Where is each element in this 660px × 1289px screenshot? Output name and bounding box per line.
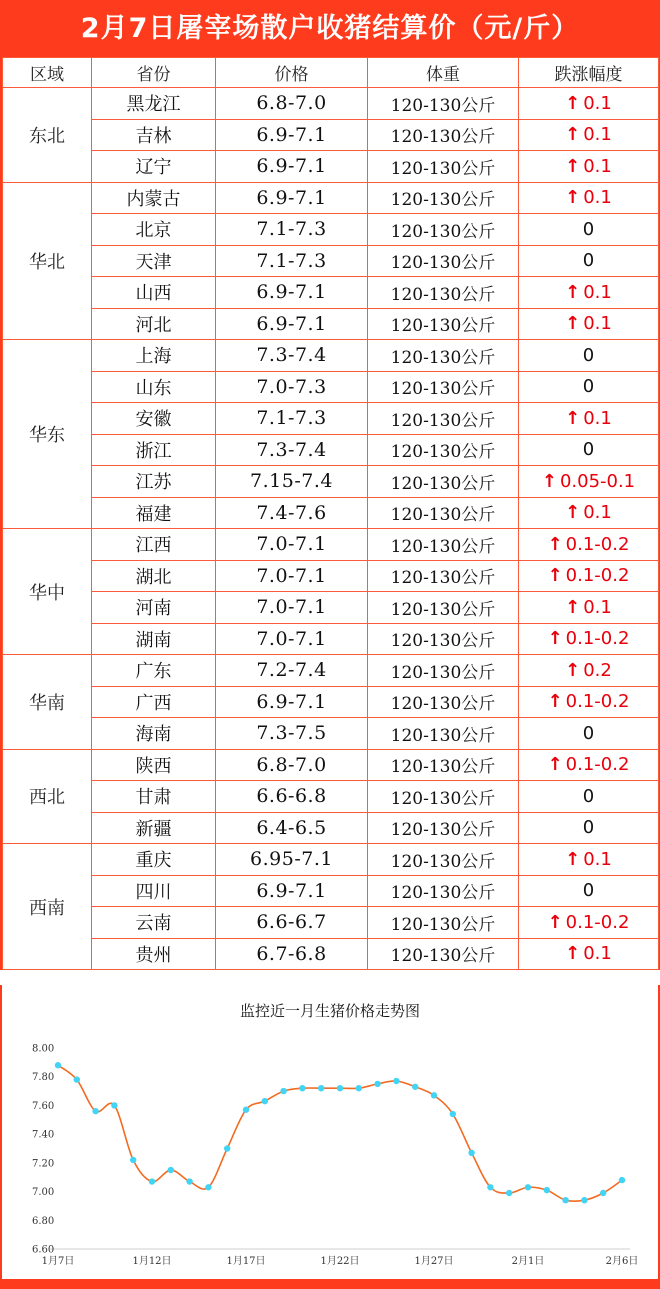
data-point	[224, 1145, 230, 1151]
table-row	[3, 592, 659, 624]
weight-cell: 120-130公斤	[368, 434, 519, 466]
weight-cell: 120-130公斤	[368, 655, 519, 687]
price-cell: 7.15-7.4	[216, 466, 368, 498]
province-cell: 江苏	[92, 466, 216, 498]
change-cell	[519, 781, 659, 813]
header-weight: 体重	[368, 58, 519, 88]
y-tick-label: 8.00	[32, 1043, 55, 1055]
data-point	[393, 1078, 399, 1084]
province-cell: 湖北	[92, 560, 216, 592]
price-cell: 6.9-7.1	[216, 308, 368, 340]
province-cell: 云南	[92, 907, 216, 939]
y-tick-label: 7.00	[32, 1187, 55, 1199]
weight-cell: 120-130公斤	[368, 371, 519, 403]
header-region: 区域	[3, 58, 92, 88]
price-cell: 7.0-7.1	[216, 560, 368, 592]
change-value: 0.1	[583, 943, 612, 965]
change-cell	[519, 277, 659, 309]
change-value: 0.1	[583, 407, 612, 429]
y-tick-label: 6.60	[32, 1244, 55, 1256]
table-row	[3, 434, 659, 466]
up-arrow-icon: ↑	[565, 659, 581, 681]
data-point	[280, 1088, 286, 1094]
up-arrow-icon: ↑	[565, 281, 581, 303]
change-cell	[519, 560, 659, 592]
data-point	[468, 1150, 474, 1156]
province-cell: 山东	[92, 371, 216, 403]
table-body	[3, 88, 659, 970]
table-row	[3, 371, 659, 403]
weight-cell: 120-130公斤	[368, 749, 519, 781]
data-point	[92, 1108, 98, 1114]
change-value: 0.1	[583, 848, 612, 870]
province-cell: 广东	[92, 655, 216, 687]
weight-cell: 120-130公斤	[368, 907, 519, 939]
change-cell	[519, 718, 659, 750]
table-row	[3, 403, 659, 435]
data-point	[600, 1190, 606, 1196]
price-cell: 6.4-6.5	[216, 812, 368, 844]
price-cell: 6.8-7.0	[216, 88, 368, 120]
x-tick-label: 1月7日	[41, 1256, 75, 1267]
weight-cell: 120-130公斤	[368, 623, 519, 655]
up-arrow-icon: ↑	[547, 628, 563, 650]
province-cell: 北京	[92, 214, 216, 246]
change-cell	[519, 844, 659, 876]
data-point	[318, 1085, 324, 1091]
price-cell: 6.9-7.1	[216, 277, 368, 309]
table-row	[3, 560, 659, 592]
province-cell: 甘肃	[92, 781, 216, 813]
header-change: 跌涨幅度	[519, 58, 659, 88]
table-row	[3, 938, 659, 970]
change-cell	[519, 749, 659, 781]
change-value: 0.1	[583, 313, 612, 335]
data-point	[581, 1197, 587, 1203]
data-point	[130, 1157, 136, 1163]
weight-cell: 120-130公斤	[368, 466, 519, 498]
weight-cell: 120-130公斤	[368, 214, 519, 246]
price-cell: 7.4-7.6	[216, 497, 368, 529]
table-row	[3, 119, 659, 151]
change-value: 0	[582, 722, 595, 744]
region-cell: 西南	[3, 844, 92, 970]
change-value: 0.1-0.2	[565, 754, 630, 776]
data-point	[186, 1178, 192, 1184]
data-point	[168, 1167, 174, 1173]
change-cell	[519, 592, 659, 624]
province-cell: 吉林	[92, 119, 216, 151]
change-value: 0	[582, 344, 595, 366]
change-cell	[519, 403, 659, 435]
province-cell: 山西	[92, 277, 216, 309]
change-value: 0.1	[583, 92, 612, 114]
change-value: 0	[582, 880, 595, 902]
up-arrow-icon: ↑	[565, 155, 581, 177]
data-point	[205, 1184, 211, 1190]
weight-cell: 120-130公斤	[368, 529, 519, 561]
weight-cell: 120-130公斤	[368, 844, 519, 876]
price-cell: 6.9-7.1	[216, 151, 368, 183]
price-cell: 7.3-7.4	[216, 340, 368, 372]
province-cell: 内蒙古	[92, 182, 216, 214]
up-arrow-icon: ↑	[547, 533, 563, 555]
change-cell	[519, 686, 659, 718]
data-point	[619, 1177, 625, 1183]
province-cell: 四川	[92, 875, 216, 907]
weight-cell: 120-130公斤	[368, 718, 519, 750]
change-cell	[519, 119, 659, 151]
price-trend-chart	[0, 1030, 660, 1275]
data-point	[562, 1197, 568, 1203]
table-row	[3, 497, 659, 529]
y-tick-label: 7.80	[32, 1072, 55, 1084]
change-value: 0	[582, 250, 595, 272]
x-tick-label: 2月1日	[511, 1256, 545, 1267]
data-point	[337, 1085, 343, 1091]
province-cell: 广西	[92, 686, 216, 718]
weight-cell: 120-130公斤	[368, 403, 519, 435]
province-cell: 陕西	[92, 749, 216, 781]
data-point	[299, 1085, 305, 1091]
province-cell: 上海	[92, 340, 216, 372]
table-row	[3, 749, 659, 781]
province-cell: 河北	[92, 308, 216, 340]
change-value: 0	[582, 218, 595, 240]
region-cell: 华东	[3, 340, 92, 529]
change-cell	[519, 875, 659, 907]
data-point	[74, 1076, 80, 1082]
price-cell: 7.3-7.4	[216, 434, 368, 466]
province-cell: 江西	[92, 529, 216, 561]
table-row	[3, 875, 659, 907]
change-cell	[519, 497, 659, 529]
province-cell: 河南	[92, 592, 216, 624]
table-row	[3, 277, 659, 309]
table-row	[3, 88, 659, 120]
data-point	[544, 1187, 550, 1193]
chart-title: 监控近一月生猪价格走势图	[239, 1002, 420, 1020]
price-table-container	[0, 57, 660, 970]
change-cell	[519, 529, 659, 561]
table-row	[3, 686, 659, 718]
header-province: 省份	[92, 58, 216, 88]
up-arrow-icon: ↑	[547, 565, 563, 587]
change-cell	[519, 88, 659, 120]
change-cell	[519, 371, 659, 403]
weight-cell: 120-130公斤	[368, 277, 519, 309]
change-value: 0	[582, 817, 595, 839]
change-value: 0.1	[583, 502, 612, 524]
change-cell	[519, 245, 659, 277]
data-point	[450, 1111, 456, 1117]
price-cell: 6.6-6.8	[216, 781, 368, 813]
change-value: 0.1-0.2	[565, 533, 630, 555]
price-cell: 6.9-7.1	[216, 119, 368, 151]
table-row	[3, 308, 659, 340]
price-cell: 7.0-7.3	[216, 371, 368, 403]
data-point	[149, 1178, 155, 1184]
change-value: 0.1-0.2	[565, 565, 630, 587]
region-cell: 华北	[3, 182, 92, 340]
price-cell: 7.2-7.4	[216, 655, 368, 687]
table-row	[3, 844, 659, 876]
change-cell	[519, 308, 659, 340]
change-value: 0.1-0.2	[565, 628, 630, 650]
change-cell	[519, 623, 659, 655]
weight-cell: 120-130公斤	[368, 497, 519, 529]
table-row	[3, 718, 659, 750]
weight-cell: 120-130公斤	[368, 119, 519, 151]
data-point	[412, 1084, 418, 1090]
weight-cell: 120-130公斤	[368, 592, 519, 624]
weight-cell: 120-130公斤	[368, 151, 519, 183]
data-point	[262, 1098, 268, 1104]
up-arrow-icon: ↑	[547, 754, 563, 776]
up-arrow-icon: ↑	[541, 470, 557, 492]
price-cell: 6.7-6.8	[216, 938, 368, 970]
price-cell: 7.0-7.1	[216, 623, 368, 655]
page-title: 2月7日屠宰场散户收猪结算价（元/斤）	[0, 0, 660, 57]
price-cell: 7.1-7.3	[216, 403, 368, 435]
table-row	[3, 214, 659, 246]
up-arrow-icon: ↑	[565, 92, 581, 114]
data-point	[55, 1062, 61, 1068]
data-point	[506, 1190, 512, 1196]
up-arrow-icon: ↑	[547, 691, 563, 713]
data-point	[111, 1102, 117, 1108]
change-cell	[519, 907, 659, 939]
up-arrow-icon: ↑	[565, 502, 581, 524]
province-cell: 贵州	[92, 938, 216, 970]
province-cell: 黑龙江	[92, 88, 216, 120]
change-value: 0.1	[583, 596, 612, 618]
price-cell: 7.0-7.1	[216, 529, 368, 561]
data-point	[243, 1107, 249, 1113]
up-arrow-icon: ↑	[565, 407, 581, 429]
bottom-bar	[0, 1279, 660, 1289]
region-cell: 华中	[3, 529, 92, 655]
province-cell: 安徽	[92, 403, 216, 435]
change-cell	[519, 812, 659, 844]
data-point	[525, 1184, 531, 1190]
region-cell: 华南	[3, 655, 92, 750]
change-value: 0.1-0.2	[565, 691, 630, 713]
change-value: 0.1	[583, 124, 612, 146]
up-arrow-icon: ↑	[547, 911, 563, 933]
price-cell: 6.6-6.7	[216, 907, 368, 939]
change-cell	[519, 466, 659, 498]
change-value: 0	[582, 785, 595, 807]
province-cell: 福建	[92, 497, 216, 529]
change-cell	[519, 151, 659, 183]
weight-cell: 120-130公斤	[368, 686, 519, 718]
table-row	[3, 907, 659, 939]
table-row	[3, 812, 659, 844]
up-arrow-icon: ↑	[565, 943, 581, 965]
weight-cell: 120-130公斤	[368, 938, 519, 970]
x-tick-label: 1月17日	[226, 1256, 266, 1267]
change-value: 0.2	[583, 659, 612, 681]
price-cell: 7.0-7.1	[216, 592, 368, 624]
x-tick-label: 1月12日	[132, 1256, 172, 1267]
up-arrow-icon: ↑	[565, 187, 581, 209]
price-cell: 7.1-7.3	[216, 245, 368, 277]
x-tick-label: 1月22日	[320, 1256, 360, 1267]
table-row	[3, 151, 659, 183]
x-tick-label: 2月6日	[605, 1256, 639, 1267]
data-point	[431, 1092, 437, 1098]
price-table	[2, 57, 659, 970]
weight-cell: 120-130公斤	[368, 182, 519, 214]
change-value: 0.05-0.1	[559, 470, 636, 492]
table-row	[3, 340, 659, 372]
table-row	[3, 655, 659, 687]
change-value: 0.1	[583, 155, 612, 177]
price-cell: 7.1-7.3	[216, 214, 368, 246]
y-tick-label: 7.40	[32, 1129, 55, 1141]
price-cell: 6.95-7.1	[216, 844, 368, 876]
up-arrow-icon: ↑	[565, 848, 581, 870]
table-row	[3, 245, 659, 277]
price-cell: 6.9-7.1	[216, 182, 368, 214]
price-cell: 7.3-7.5	[216, 718, 368, 750]
data-point	[487, 1184, 493, 1190]
weight-cell: 120-130公斤	[368, 812, 519, 844]
change-value: 0	[582, 439, 595, 461]
table-row	[3, 781, 659, 813]
province-cell: 湖南	[92, 623, 216, 655]
y-tick-label: 6.80	[32, 1215, 55, 1227]
y-tick-label: 7.20	[32, 1158, 55, 1170]
province-cell: 海南	[92, 718, 216, 750]
change-value: 0.1	[583, 281, 612, 303]
change-cell	[519, 214, 659, 246]
change-cell	[519, 938, 659, 970]
up-arrow-icon: ↑	[565, 596, 581, 618]
table-header-row	[3, 58, 659, 88]
weight-cell: 120-130公斤	[368, 308, 519, 340]
price-cell: 6.8-7.0	[216, 749, 368, 781]
table-row	[3, 466, 659, 498]
table-row	[3, 623, 659, 655]
table-row	[3, 182, 659, 214]
province-cell: 浙江	[92, 434, 216, 466]
change-cell	[519, 655, 659, 687]
weight-cell: 120-130公斤	[368, 875, 519, 907]
province-cell: 天津	[92, 245, 216, 277]
y-tick-label: 7.60	[32, 1100, 55, 1112]
change-value: 0	[582, 376, 595, 398]
change-value: 0.1	[583, 187, 612, 209]
province-cell: 重庆	[92, 844, 216, 876]
x-tick-label: 1月27日	[414, 1256, 454, 1267]
change-cell	[519, 434, 659, 466]
header-price: 价格	[216, 58, 368, 88]
change-value: 0.1-0.2	[565, 911, 630, 933]
data-point	[356, 1085, 362, 1091]
weight-cell: 120-130公斤	[368, 781, 519, 813]
up-arrow-icon: ↑	[565, 124, 581, 146]
change-cell	[519, 182, 659, 214]
province-cell: 辽宁	[92, 151, 216, 183]
change-cell	[519, 340, 659, 372]
weight-cell: 120-130公斤	[368, 245, 519, 277]
data-point	[374, 1081, 380, 1087]
price-cell: 6.9-7.1	[216, 875, 368, 907]
table-row	[3, 529, 659, 561]
up-arrow-icon: ↑	[565, 313, 581, 335]
weight-cell: 120-130公斤	[368, 560, 519, 592]
region-cell: 西北	[3, 749, 92, 844]
region-cell: 东北	[3, 88, 92, 183]
province-cell: 新疆	[92, 812, 216, 844]
weight-cell: 120-130公斤	[368, 340, 519, 372]
price-cell: 6.9-7.1	[216, 686, 368, 718]
weight-cell: 120-130公斤	[368, 88, 519, 120]
